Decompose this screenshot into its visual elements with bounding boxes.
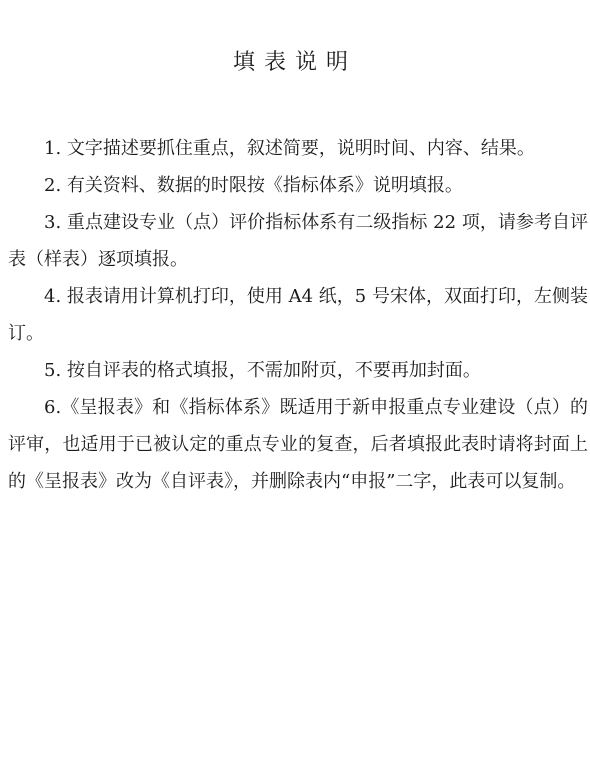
instruction-item-5: 5. 按自评表的格式填报，不需加附页，不要再加封面。 — [44, 360, 481, 381]
instruction-item-2: 2. 有关资料、数据的时限按《指标体系》说明填报。 — [44, 175, 463, 196]
instruction-item-3: 3. 重点建设专业（点）评价指标体系有二级指标 22 项，请参考自评表（样表）逐项填报。 — [8, 212, 588, 270]
instructions-body — [8, 130, 588, 500]
instruction-item-6: 6.《呈报表》和《指标体系》既适用于新申报重点专业建设（点）的评审，也适用于已被认定的重点专业的复查，后者填报此表时请将封面上的《呈报表》改为《自评表》，并删除表内“申报”二字，此表可以复制。 — [8, 397, 588, 492]
page-title: 填表说明 — [232, 50, 357, 75]
instruction-item-1: 1. 文字描述要抓住重点，叙述简要，说明时间、内容、结果。 — [44, 138, 535, 159]
instruction-item-4: 4. 报表请用计算机打印，使用 A4 纸，5 号宋体，双面打印，左侧装订。 — [8, 286, 588, 344]
